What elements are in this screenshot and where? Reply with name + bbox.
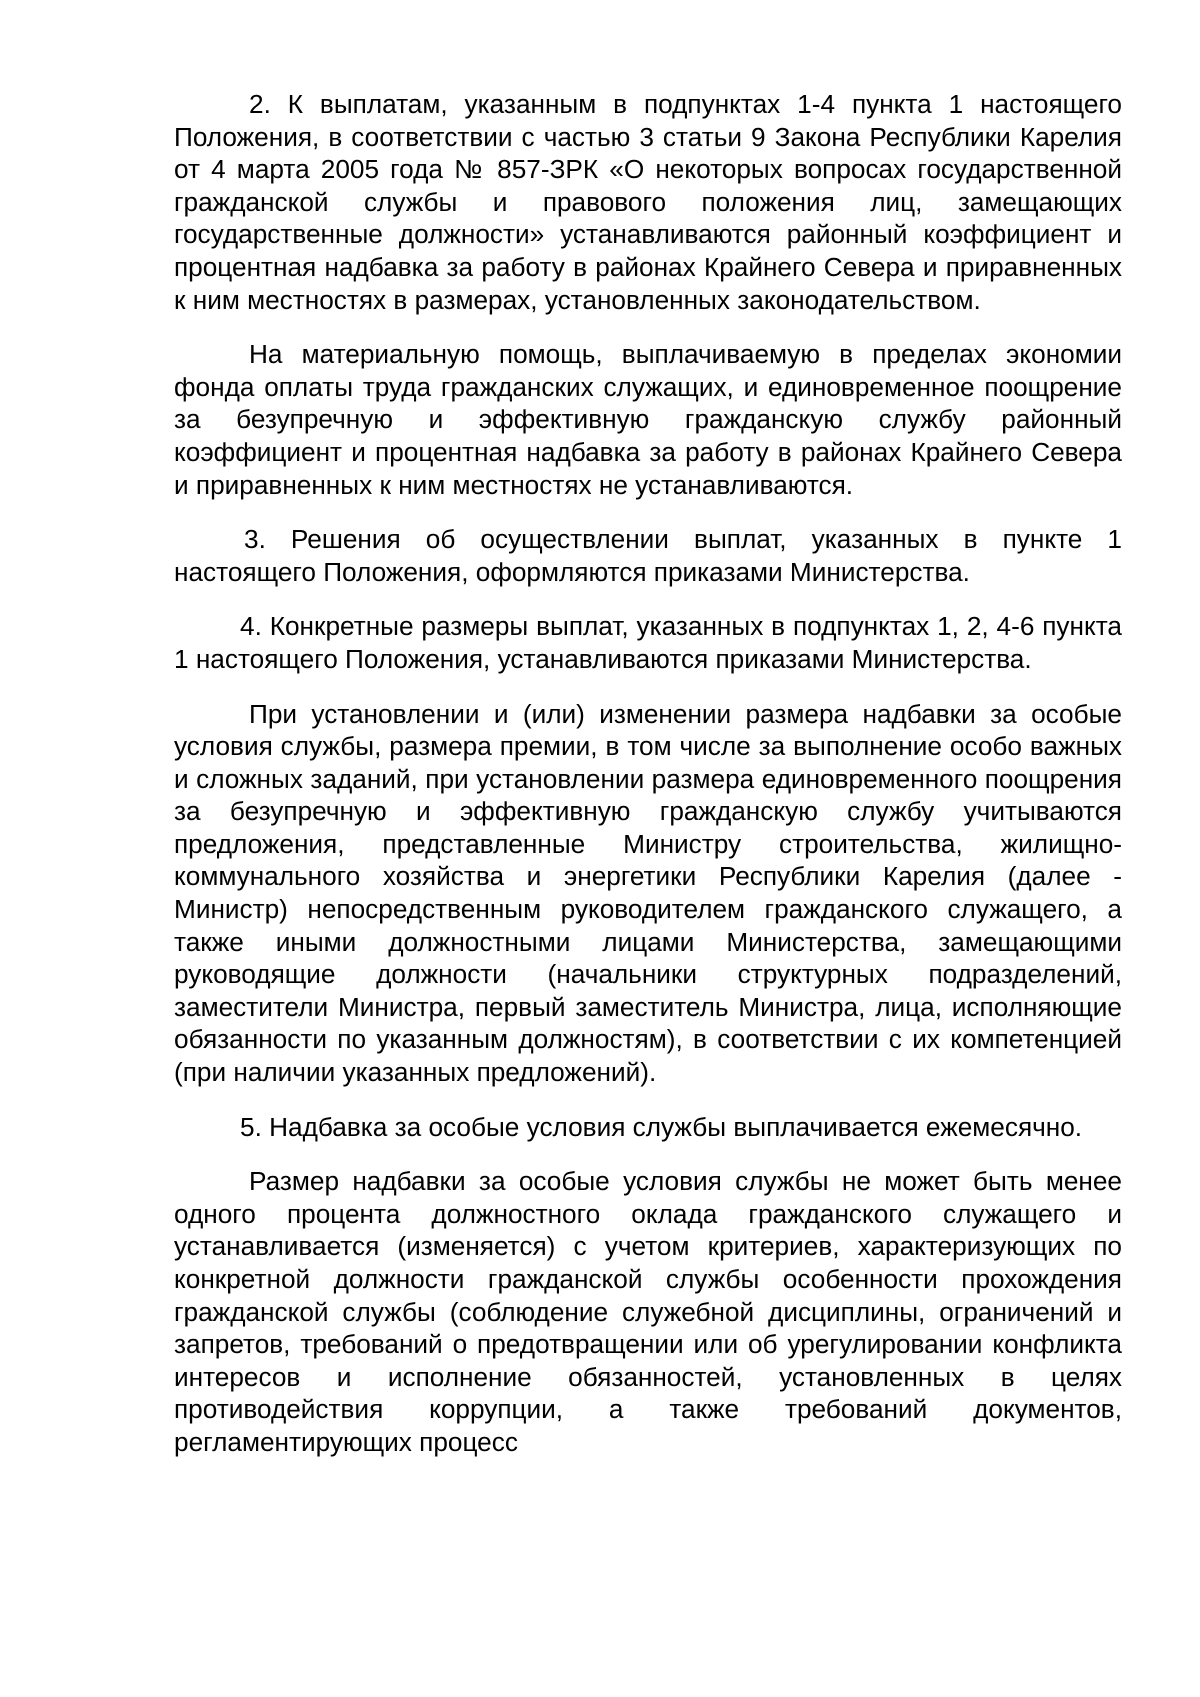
paragraph-proposals: При установлении и (или) изменении размера надбавки за особые условия службы, размера премии, в том числе за выполнение особо важных и сложных заданий, при установлении размера единовременного поощрения за безупречную и эффективную гражданскую службу учитываются предложения, представленные Министру строительства, жилищно-коммунального хозяйства и энергетики Республики Карелия (далее - Министр) непосредственным руководителем гражданского служащего, а также иными должностными лицами Министерства, замещающими руководящие должности (начальники структурных подразделений, заместители Министра, первый заместитель Министра, лица, исполняющие обязанности по указанным должностям), в соответствии с их компетенцией (при наличии указанных предложений). xyxy=(174,698,1122,1088)
paragraph-material-aid: На материальную помощь, выплачиваемую в пределах экономии фонда оплаты труда гражданских служащих, и единовременное поощрение за безупречную и эффективную гражданскую службу районный коэффициент и процентная надбавка за работу в районах Крайнего Севера и приравненных к ним местностях не устанавливаются. xyxy=(174,339,1122,500)
paragraph-3-decisions: 3. Решения об осуществлении выплат, указанных в пункте 1 настоящего Положения, оформляются приказами Министерства. xyxy=(174,524,1122,587)
paragraph-5-special-conditions: 5. Надбавка за особые условия службы выплачивается ежемесячно. xyxy=(240,1111,1083,1142)
paragraph-allowance-size: Размер надбавки за особые условия службы не может быть менее одного процента должностного оклада гражданского служащего и устанавливается (изменяется) с учетом критериев, характеризующих по конкретной должности гражданской службы особенности прохождения гражданской службы (соблюдение служебной дисциплины, ограничений и запретов, требований о предотвращении или об урегулировании конфликта интересов и исполнение обязанностей, установленных в целях противодействия коррупции, а также требований документов, регламентирующих процесс xyxy=(174,1166,1122,1457)
paragraph-4-specific-amounts: 4. Конкретные размеры выплат, указанных в подпунктах 1, 2, 4-6 пункта 1 настоящего Положения, устанавливаются приказами Министерства. xyxy=(174,611,1122,674)
paragraph-2-regional-coefficient: 2. К выплатам, указанным в подпунктах 1-4 пункта 1 настоящего Положения, в соответствии с частью 3 статьи 9 Закона Республики Карелия от 4 марта 2005 года № 857-ЗРК «О некоторых вопросах государственной гражданской службы и правового положения лиц, замещающих государственные должности» устанавливаются районный коэффициент и процентная надбавка за работу в районах Крайнего Севера и приравненных к ним местностях в размерах, установленных законодательством. xyxy=(174,89,1122,315)
document-page xyxy=(174,88,1122,1481)
